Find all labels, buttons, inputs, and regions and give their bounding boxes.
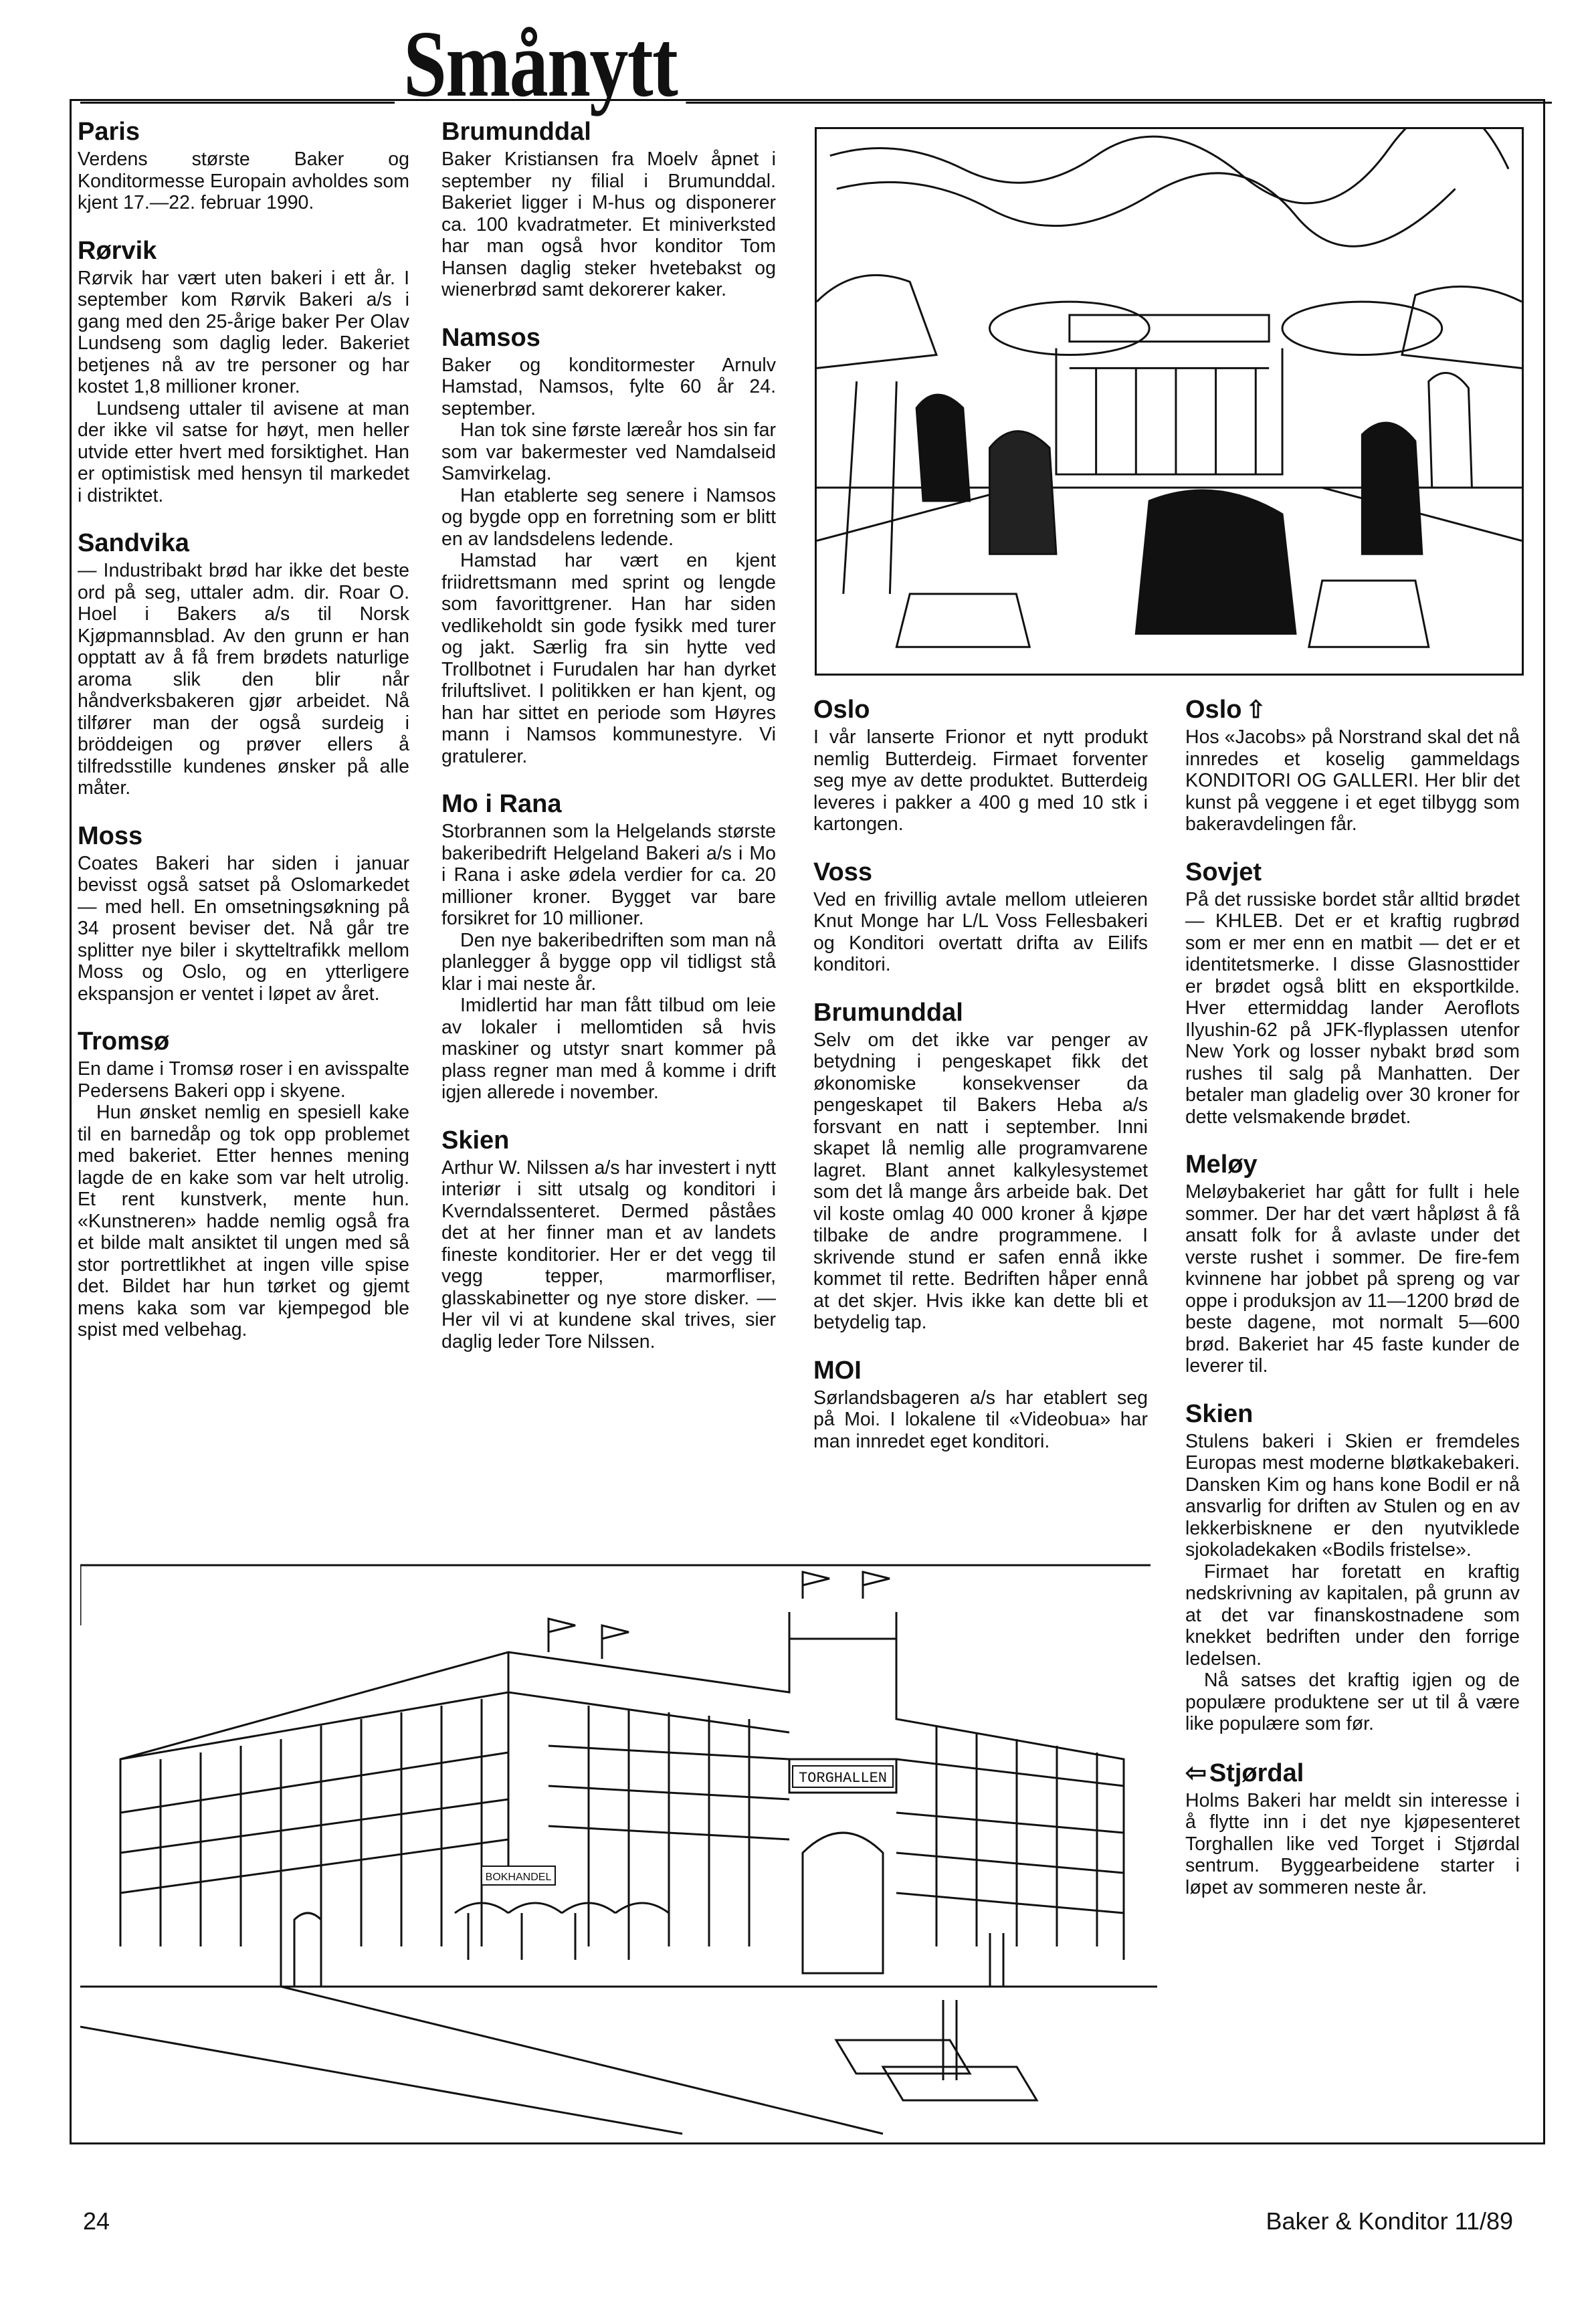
article-paragraph: Baker og konditormester Arnulv Hamstad, Namsos, fylte 60 år 24. september.: [441, 354, 776, 419]
article-heading: Mo i Rana: [441, 790, 562, 818]
torghallen-building-illustration: [80, 1559, 1157, 2135]
article-heading: Stjørdal: [1209, 1759, 1304, 1787]
article-paragraph: Coates Bakeri har siden i januar bevisst også satset på Oslomarkedet — med hell. En omsetningsøkning på 34 prosent beviser det. Nå går tre splitter nye biler i skytteltrafikk mellom Moss og Oslo, og en ytterligere ekspansjon er ventet i løpet av året.: [78, 852, 409, 1005]
column-1: [78, 118, 409, 1364]
article-namsos: [441, 324, 776, 768]
article-paragraph: På det russiske bordet står alltid brødet — KHLEB. Det er et kraftig rugbrød som er mer enn en matbit — det er et identitetsmerke. I disse Glasnosttider er brødet også blitt en eksportkilde. Hver ettermiddag lander Aeroflots Ilyushin-62 på JFK-flyplassen utenfor New York og losser nybakt brød som rushes til salg på Manhatten. Der betaler man gladelig over 30 kroner for dette velsmakende brødet.: [1185, 888, 1520, 1128]
article-brumunddal: [813, 999, 1148, 1334]
article-sandvika: [78, 529, 409, 799]
article-heading: Paris: [78, 118, 140, 146]
article-heading: Oslo: [813, 696, 870, 724]
article-heading: Namsos: [441, 323, 540, 352]
article-paragraph: Ved en frivillig avtale mellom utleieren Knut Monge har L/L Voss Fellesbakeri og Konditori overtatt drifta av Eilifs konditori.: [813, 888, 1148, 975]
page-title: Smånytt: [395, 13, 686, 114]
article-heading: Meløy: [1185, 1150, 1258, 1179]
article-paragraph: Rørvik har vært uten bakeri i ett år. I september kom Rørvik Bakeri a/s i gang med den 25-årige baker Per Olav Lundseng som daglig leder. Bakeriet betjenes nå av tre personer og har kostet 1,8 millioner kroner.: [78, 267, 409, 397]
shop-interior-illustration: [815, 127, 1524, 676]
building-sign-shop: BOKHANDEL: [485, 1872, 552, 1883]
article-heading: Brumunddal: [441, 118, 591, 146]
article-paragraph: Verdens største Baker og Konditormesse Europain avholdes som kjent 17.—22. februar 1990.: [78, 148, 409, 213]
article-paragraph: Lundseng uttaler til avisene at man der ikke vil satse for høyt, men heller utvide etter hvert med forsiktighet. Han er optimistisk med hensyn til markedet i distriktet.: [78, 397, 409, 506]
article-moi: [813, 1357, 1148, 1453]
article-paragraph: Sørlandsbageren a/s har etablert seg på Moi. I lokalene til «Videobua» har man innredet eget konditori.: [813, 1387, 1148, 1452]
article-troms: [78, 1027, 409, 1341]
article-heading: Oslo: [1185, 696, 1242, 724]
building-sign-main: TORGHALLEN: [798, 1770, 888, 1787]
article-heading: Skien: [1185, 1399, 1254, 1428]
page-number: 24: [83, 2207, 110, 2235]
article-paragraph: Han tok sine første læreår hos sin far som var bakermester ved Namdalseid Samvirkelag.: [441, 419, 776, 484]
article-paragraph: Storbrannen som la Helgelands største bakeribedrift Helgeland Bakeri a/s i Mo i Rana i aske ødela verdier for ca. 20 millioner kroner. Bygget var bare forsikret for 10 millioner.: [441, 821, 776, 929]
article-heading: Sovjet: [1185, 858, 1262, 886]
article-heading: Voss: [813, 858, 873, 886]
article-paragraph: Imidlertid har man fått tilbud om leie av lokaler i mellomtiden så hvis maskiner og utstyr snart kommer på plass regner man med å komme i drift igjen allerede i november.: [441, 995, 776, 1103]
article-paragraph: Han etablerte seg senere i Namsos og bygde opp en forretning som er blitt en av landsdelens ledende.: [441, 484, 776, 550]
article-r-rvik: [78, 237, 409, 507]
article-brumunddal: [441, 118, 776, 301]
article-paragraph: Arthur W. Nilssen a/s har investert i nytt interiør i sitt utsalg og konditori i Kverndalssenteret. Dermed påståes det at her finner man et av landets fineste konditorier. Her er det vegg til vegg tepper, marmorfliser, glasskabinetter og nye store disker. — Her vil vi at kundene skal trives, sier daglig leder Tore Nilssen.: [441, 1157, 776, 1352]
article-paragraph: Firmaet har foretatt en kraftig nedskrivning av kapitalen, på grunn av at det var finanskostnadene som knekket bedriften under den forrige ledelsen.: [1185, 1561, 1520, 1670]
article-voss: [813, 858, 1148, 976]
article-heading: Skien: [441, 1126, 510, 1154]
column-2: [441, 118, 776, 1375]
up-arrow-icon: ⇧: [1245, 696, 1266, 723]
article-paragraph: Stulens bakeri i Skien er fremdeles Europas mest moderne bløtkakebakeri. Dansken Kim og hans kone Bodil er nå ansvarlig for driften av Stulen og en av lekkerbisknene er den nyutviklede sjokoladekaken «Bodils fristelse».: [1185, 1430, 1520, 1561]
article-heading: Sandvika: [78, 529, 189, 557]
article-paragraph: En dame i Tromsø roser i en avisspalte Pedersens Bakeri opp i skyene.: [78, 1058, 409, 1102]
article-stj-rdal: [1185, 1758, 1520, 1899]
article-paragraph: Hun ønsket nemlig en spesiell kake til en barnedåp og tok opp problemet med bakeriet. Etter hennes mening lagde de en kake som var helt utrolig. Et rent kunstverk, mente hun. «Kunstneren» hadde nemlig også fra et bilde malt ansiktet til ungen med så stor portrettlikhet at ingen ville spise det. Bildet har hun tørket og gjemt mens kaka som var kjempegod ble spist med velbehag.: [78, 1102, 409, 1340]
article-paris: [78, 118, 409, 214]
article-sovjet: [1185, 858, 1520, 1128]
article-paragraph: Den nye bakeribedriften som man nå planlegger å bygge opp vil tidligst stå klar i mai neste år.: [441, 929, 776, 995]
article-paragraph: Nå satses det kraftig igjen og de populære produktene ser ut til å være like populære som før.: [1185, 1670, 1520, 1734]
article-mel-y: [1185, 1150, 1520, 1377]
article-paragraph: Hos «Jacobs» på Norstrand skal det nå innredes et koselig gammeldags KONDITORI OG GALLERI. Her blir det kunst på veggene i et eget tilbygg som bakeravdelingen får.: [1185, 726, 1520, 835]
article-heading: Rørvik: [78, 236, 157, 265]
article-moss: [78, 822, 409, 1005]
article-oslo: [1185, 696, 1520, 835]
column-3: [813, 696, 1148, 1475]
torghallen-building-drawing-icon: [80, 1559, 1157, 2135]
article-heading: Moss: [78, 821, 143, 850]
article-paragraph: Meløybakeriet har gått for fullt i hele sommer. Der har det vært håpløst å få ansatt folk for å avlaste under det verste rushet i sommer. De fire-fem kvinnene har jobbet på spreng og var oppe i produksjon av 11—1200 brød de beste dagene, mot normalt 5—600 brød. Bakeriet har 45 faste kunder de leverer til.: [1185, 1181, 1520, 1377]
article-heading: Tromsø: [78, 1027, 170, 1056]
article-paragraph: Holms Bakeri har meldt sin interesse i å flytte inn i det nye kjøpesenteret Torghallen like ved Torget i Stjørdal sentrum. Byggearbeidene starter i løpet av sommeren neste år.: [1185, 1789, 1520, 1898]
article-paragraph: I vår lanserte Frionor et nytt produkt nemlig Butterdeig. Firmaet forventer seg mye av dette produktet. Butterdeig leveres i pakker a 400 g med 10 stk i kartongen.: [813, 726, 1148, 835]
article-mo-i-rana: [441, 790, 776, 1104]
article-paragraph: Hamstad har vært en kjent friidrettsmann med sprint og lengde som favorittgrener. Han har siden vedlikeholdt sin gode fysikk med turer og jakt. Særlig fra sin hytte ved Trollbotnet i Furudalen har han dyrket friluftslivet. I politikken er han kjent, og han har sittet en periode som Høyres mann i Namsos kommunestyre. Vi gratulerer.: [441, 550, 776, 767]
column-4: [1185, 696, 1520, 1921]
article-paragraph: — Industribakt brød har ikke det beste ord på seg, uttaler adm. dir. Roar O. Hoel i Bakers a/s til Norsk Kjøpmannsblad. Av den grunn er han opptatt av å få frem brødets naturlige aroma slik den blir når håndverksbakeren gjør arbeidet. Nå tilfører man der også surdeig i bröddeigen og prøver ellers å tilfredsstille kundenes ønsker på alle måter.: [78, 560, 409, 799]
article-paragraph: Baker Kristiansen fra Moelv åpnet i september ny filial i Brumunddal. Bakeriet ligger i M-hus og disponerer ca. 100 kvadratmeter. Et miniverksted har man også hvor konditor Tom Hansen daglig steker hvetebakst og wienerbrød samt dekorerer kaker.: [441, 148, 776, 300]
article-skien: [441, 1126, 776, 1353]
article-oslo: [813, 696, 1148, 835]
article-heading: Brumunddal: [813, 998, 963, 1027]
left-arrow-icon: ⇦: [1185, 1759, 1207, 1787]
article-paragraph: Selv om det ikke var penger av betydning i pengeskapet fikk det økonomiske konsekvenser da pengeskapet til Bakers Heba a/s forsvant en natt i september. Inni skapet lå nemlig alle programvarene lagret. Blant annet kalkylesystemet som det lå mange års arbeide bak. Det vil koste omlag 40 000 kroner å kjøpe tilbake de andre programmene. I skrivende stund er safen ennå ikke kommet til rette. Bedriften håper ennå at det skjer. Hvis ikke kan dette bli et betydelig tap.: [813, 1029, 1148, 1333]
publication-name: Baker & Konditor 11/89: [1266, 2207, 1513, 2235]
article-heading: MOI: [813, 1356, 862, 1385]
shop-interior-drawing-icon: [817, 129, 1522, 674]
article-skien: [1185, 1400, 1520, 1735]
